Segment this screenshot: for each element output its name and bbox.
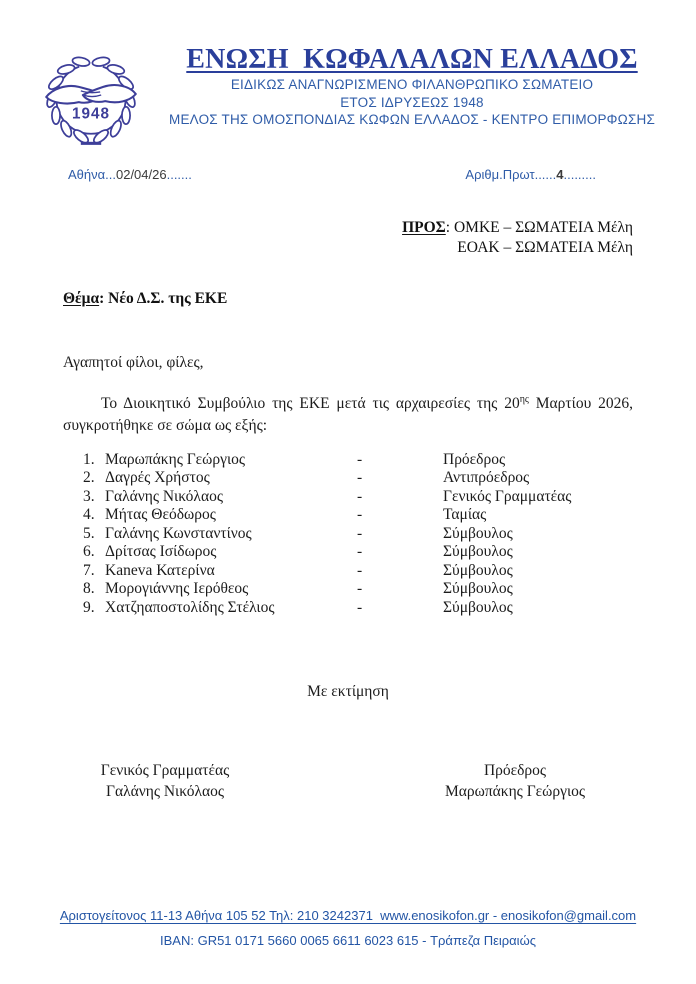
protocol-number [465, 167, 596, 182]
footer-address-line: Αριστογείτονος 11-13 Αθήνα 105 52 Τηλ: 210 3242371 www.enosikofon.gr - enosikofon@gmail.com [59, 908, 637, 923]
city-label: Αθήνα... [68, 166, 116, 182]
org-subtitle-1: ΕΙΔΙΚΩΣ ΑΝΑΓΝΩΡΙΣΜΕΝΟ ΦΙΛΑΝΘΡΩΠΙΚΟ ΣΩΜΑΤΕΙΟ [230, 77, 594, 92]
separator-dash: - [357, 487, 363, 505]
separator-dash: - [357, 450, 363, 468]
member-role: Σύμβουλος [443, 561, 513, 579]
separator-dash: - [357, 580, 363, 597]
member-name-cell [83, 580, 357, 599]
date-protocol-row [68, 167, 596, 182]
protocol-trail-dots: ......... [563, 166, 596, 182]
letterhead-text [152, 44, 672, 129]
member-role: Σύμβουλος [443, 598, 513, 616]
member-name: Γαλάνης Νικόλαος [105, 487, 223, 505]
signature-right [380, 760, 650, 802]
member-name: Μαρωπάκης Γεώργιος [105, 450, 246, 468]
signature-left [55, 760, 275, 802]
separator-dash: - [357, 598, 363, 616]
member-name-cell [83, 562, 357, 581]
subject-line [63, 290, 696, 308]
member-role: Γενικός Γραμματέας [443, 487, 572, 505]
member-name-cell [83, 525, 357, 544]
wreath-hands-logo-icon [36, 38, 146, 152]
separator-dash: - [357, 469, 363, 486]
member-number: 8. [83, 580, 95, 597]
member-name-cell [83, 506, 357, 525]
separator-dash: - [357, 561, 363, 579]
member-number: 3. [83, 487, 95, 505]
separator-dash: - [357, 506, 363, 523]
board-row [83, 599, 633, 618]
paragraph-line-2: συγκροτήθηκε σε σώμα ως εξής: [63, 416, 268, 434]
city-date [68, 167, 192, 182]
date-trail-dots: ....... [166, 166, 192, 182]
signature-name: Μαρωπάκης Γεώργιος [444, 783, 586, 800]
paragraph-text: Το Διοικητικό Συμβούλιο της ΕΚΕ μετά τις αρχαιρεσίες της 20 [101, 394, 520, 412]
member-role: Πρόεδρος [443, 450, 506, 468]
member-role: Σύμβουλος [443, 524, 513, 542]
member-number: 4. [83, 506, 95, 523]
signature-row [55, 760, 650, 802]
signature-title: Πρόεδρος [483, 762, 547, 779]
recipient-line-1 [0, 218, 633, 238]
member-name: Δαγρές Χρήστος [105, 469, 210, 486]
member-name: Μήτας Θεόδωρος [105, 506, 216, 523]
separator-dash: - [357, 524, 363, 542]
board-row [83, 562, 633, 581]
org-title: ΕΝΩΣΗ ΚΩΦΑΛΑΛΩΝ ΕΛΛΑΔΟΣ [186, 44, 638, 75]
member-role: Αντιπρόεδρος [443, 469, 530, 486]
date-value: 02/04/26 [115, 166, 167, 182]
closing-phrase: Με εκτίμηση [307, 683, 389, 700]
member-name-cell [83, 469, 357, 488]
board-row [83, 580, 633, 599]
member-number: 1. [83, 450, 95, 468]
recipient-line-2: ΕΟΑΚ – ΣΩΜΑΤΕΙΑ Μέλη [457, 238, 633, 256]
paragraph-text-end: Μαρτίου 2026, [528, 394, 633, 412]
member-role: Ταμίας [443, 506, 487, 523]
member-number: 6. [83, 543, 95, 560]
recipient-label: ΠΡΟΣ [402, 218, 446, 236]
board-row [83, 488, 633, 507]
member-name-cell [83, 451, 357, 470]
recipient-line-1-text: : ΟΜΚΕ – ΣΩΜΑΤΕΙΑ Μέλη [445, 218, 633, 236]
member-number: 7. [83, 561, 95, 579]
protocol-value: 4 [556, 166, 564, 182]
board-row [83, 451, 633, 470]
board-row [83, 469, 633, 488]
board-row [83, 543, 633, 562]
protocol-label: Αριθμ.Πρωτ...... [465, 166, 557, 182]
signature-name: Γαλάνης Νικόλαος [106, 783, 224, 800]
body-paragraph [63, 393, 633, 437]
subject-label: Θέμα [63, 289, 100, 307]
org-subtitle-3: ΜΕΛΟΣ ΤΗΣ ΟΜΟΣΠΟΝΔΙΑΣ ΚΩΦΩΝ ΕΛΛΑΔΟΣ - ΚΕΝΤΡΟ ΕΠΙΜΟΡΦΩΣΗΣ [169, 112, 655, 127]
member-name: Μορογιάννης Ιερόθεος [105, 580, 249, 597]
member-name-cell [83, 599, 357, 618]
board-list [83, 451, 633, 618]
subject-text: : Νέο Δ.Σ. της ΕΚΕ [99, 289, 228, 307]
member-name: Γαλάνης Κωνσταντίνος [105, 524, 252, 542]
member-number: 5. [83, 524, 95, 542]
member-name: Kaneva Κατερίνα [105, 561, 215, 579]
footer [0, 903, 696, 953]
board-row [83, 506, 633, 525]
recipients-block [0, 218, 633, 258]
separator-dash: - [357, 543, 363, 560]
member-name-cell [83, 488, 357, 507]
member-name-cell [83, 543, 357, 562]
member-number: 9. [83, 598, 95, 616]
footer-iban-line: IBAN: GR51 0171 5660 0065 6611 6023 615 - Τράπεζα Πειραιώς [160, 933, 536, 948]
letterhead [0, 0, 696, 129]
ordinal-superscript: ης [519, 393, 529, 405]
member-role: Σύμβουλος [443, 543, 513, 560]
board-row [83, 525, 633, 544]
member-number: 2. [83, 469, 95, 486]
member-name: Δρίτσας Ισίδωρος [105, 543, 217, 560]
member-role: Σύμβουλος [443, 580, 513, 597]
paragraph-line-1 [63, 393, 633, 415]
greeting: Αγαπητοί φίλοι, φίλες, [63, 353, 204, 371]
member-name: Χατζηαποστολίδης Στέλιος [105, 598, 275, 616]
org-subtitle-2: ΕΤΟΣ ΙΔΡΥΣΕΩΣ 1948 [340, 94, 484, 110]
signature-title: Γενικός Γραμματέας [100, 762, 230, 779]
logo-year-text: 1948 [72, 105, 110, 123]
